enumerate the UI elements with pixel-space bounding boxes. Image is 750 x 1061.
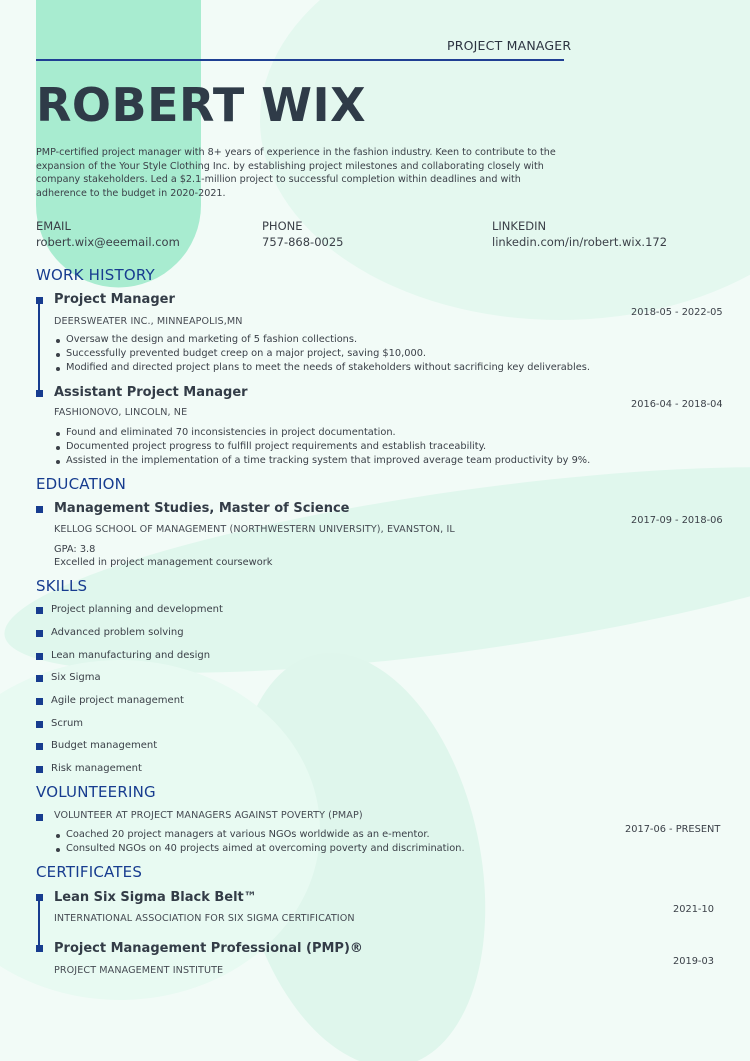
certificate-issuer-2: PROJECT MANAGEMENT INSTITUTE — [54, 965, 224, 976]
bullet-dot — [56, 460, 60, 464]
job-company-1: DEERSWEATER INC., MINNEAPOLIS,MN — [54, 316, 243, 327]
school-name: KELLOG SCHOOL OF MANAGEMENT (NORTHWESTERN UNIVERSITY), EVANSTON, IL — [54, 524, 455, 535]
skill-item: Risk management — [51, 763, 142, 774]
job-1-bullet: Oversaw the design and marketing of 5 fashion collections. — [66, 334, 358, 345]
volunteer-date: 2017-06 - PRESENT — [625, 824, 721, 835]
linkedin-label: LINKEDIN — [492, 219, 547, 233]
job-2-bullet: Documented project progress to fulfill project requirements and establish traceability. — [66, 441, 487, 452]
education-date: 2017-09 - 2018-06 — [631, 515, 723, 526]
bullet-dot — [56, 432, 60, 436]
job-1-bullet: Successfully prevented budget creep on a major project, saving $10,000. — [66, 348, 427, 359]
timeline-marker — [36, 945, 43, 952]
header-divider — [36, 59, 564, 61]
job-2-bullet: Assisted in the implementation of a time tracking system that improved average team productivity by 9%. — [66, 455, 591, 466]
bullet-dot — [56, 834, 60, 838]
skills-heading: SKILLS — [36, 577, 88, 595]
timeline-marker — [36, 814, 43, 821]
timeline-marker — [36, 506, 43, 513]
phone-label: PHONE — [262, 219, 303, 233]
job-1-bullet: Modified and directed project plans to meet the needs of stakeholders without sacrificing key deliverables. — [66, 362, 590, 373]
skill-marker — [36, 630, 43, 637]
bullet-dot — [56, 339, 60, 343]
volunteering-heading: VOLUNTEERING — [36, 783, 156, 801]
volunteer-bullet: Consulted NGOs on 40 projects aimed at overcoming poverty and discrimination. — [66, 843, 465, 854]
skill-item: Lean manufacturing and design — [51, 650, 211, 661]
skill-item: Budget management — [51, 740, 158, 751]
skill-marker — [36, 766, 43, 773]
job-2-bullet: Found and eliminated 70 inconsistencies in project documentation. — [66, 427, 396, 438]
skill-marker — [36, 675, 43, 682]
skill-marker — [36, 721, 43, 728]
skill-marker — [36, 653, 43, 660]
bullet-dot — [56, 367, 60, 371]
job-date-2: 2016-04 - 2018-04 — [631, 399, 723, 410]
skill-marker — [36, 607, 43, 614]
bullet-dot — [56, 353, 60, 357]
skill-item: Project planning and development — [51, 604, 223, 615]
skill-marker — [36, 698, 43, 705]
timeline-line — [38, 302, 40, 394]
certificates-heading: CERTIFICATES — [36, 863, 143, 881]
certificate-issuer-1: INTERNATIONAL ASSOCIATION FOR SIX SIGMA CERTIFICATION — [54, 913, 355, 924]
skill-item: Agile project management — [51, 695, 184, 706]
education-note: Excelled in project management coursework — [54, 557, 273, 568]
professional-summary: PMP-certified project manager with 8+ years of experience in the fashion industry. Keen to contribute to the expansion of the Your Style Clothing Inc. by establishing project milestones and collaborating closely with company stakeholders. Led a $2.1-million project to successful completion within deadlines and with adherence to the budget in 2020-2021. — [36, 147, 556, 199]
education-heading: EDUCATION — [36, 475, 126, 493]
job-title-1: Project Manager — [54, 292, 175, 307]
skill-item: Advanced problem solving — [51, 627, 184, 638]
certificate-title-1: Lean Six Sigma Black Belt™ — [54, 890, 257, 905]
bullet-dot — [56, 446, 60, 450]
certificate-date-1: 2021-10 — [673, 904, 714, 915]
email-label: EMAIL — [36, 219, 71, 233]
job-date-1: 2018-05 - 2022-05 — [631, 307, 723, 318]
job-title: PROJECT MANAGER — [447, 38, 572, 53]
volunteer-role: VOLUNTEER AT PROJECT MANAGERS AGAINST POVERTY (PMAP) — [54, 810, 363, 821]
linkedin-value[interactable]: linkedin.com/in/robert.wix.172 — [492, 235, 668, 249]
candidate-name: ROBERT WIX — [36, 78, 367, 132]
job-company-2: FASHIONOVO, LINCOLN, NE — [54, 407, 188, 418]
bullet-dot — [56, 848, 60, 852]
timeline-line — [38, 899, 40, 949]
certificate-date-2: 2019-03 — [673, 956, 714, 967]
timeline-marker — [36, 390, 43, 397]
phone-value[interactable]: 757-868-0025 — [262, 235, 344, 249]
skill-item: Six Sigma — [51, 672, 101, 683]
volunteer-bullet: Coached 20 project managers at various NGOs worldwide as an e-mentor. — [66, 829, 430, 840]
degree-title: Management Studies, Master of Science — [54, 501, 350, 516]
email-value[interactable]: robert.wix@eeemail.com — [36, 235, 180, 249]
skill-marker — [36, 743, 43, 750]
certificate-title-2: Project Management Professional (PMP)® — [54, 941, 363, 956]
work-history-heading: WORK HISTORY — [36, 266, 155, 284]
job-title-2: Assistant Project Manager — [54, 385, 248, 400]
education-gpa: GPA: 3.8 — [54, 544, 96, 555]
skill-item: Scrum — [51, 718, 84, 729]
